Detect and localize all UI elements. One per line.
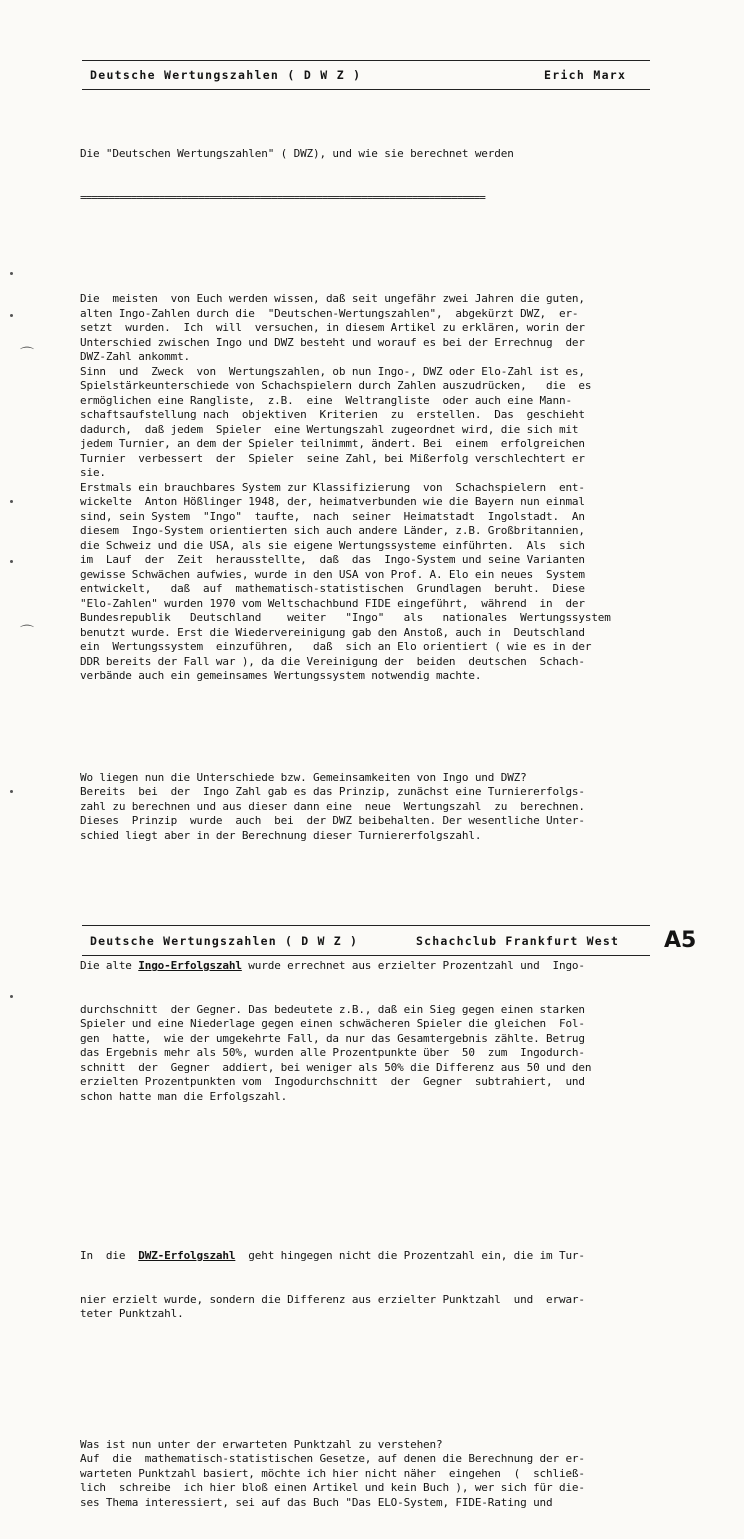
page-number: A5 [664,928,697,953]
text-line: jedem Turnier, an dem der Spieler teilnimmt, ändert. Bei einem erfolgreichen [80,437,585,450]
text-line: nier erzielt wurde, sondern die Differenz aus erzielter Punktzahl und erwar- [80,1292,585,1306]
ingo-erfolgszahl-term: Ingo-Erfolgszahl [138,959,242,972]
text-line: warteten Punktzahl basiert, möchte ich hier nicht näher eingehen ( schließ- [80,1466,585,1480]
text-line: Auf die mathematisch-statistischen Gesetze, auf denen die Berechnung der er- [80,1452,585,1465]
text-line: das Ergebnis mehr als 50%, wurden alle Prozentpunkte über 50 zum Ingodurch- [80,1046,585,1059]
text-line: "Elo-Zahlen" wurden 1970 vom Weltschachbund FIDE eingeführt, während in der [80,596,585,610]
text-line: sie. [80,466,106,479]
margin-mark: ⌒ [20,347,34,363]
text-line: wickelte Anton Hößlinger 1948, der, heimatverbunden wie die Bayern nun einmal [80,495,585,508]
scan-speck [10,995,13,998]
footer-bottom-rule [82,955,650,956]
text-line: die Schweiz und die USA, als sie eigene Wertungssysteme einführten. Als sich [80,538,585,552]
ingo-lead: Die alte [80,959,139,972]
text-line: Unterschied zwischen Ingo und DWZ besteht und worauf es bei der Errechnug der [80,335,585,349]
text-line: lich schreibe ich hier bloß einen Artikel und kein Buch ), wer sich für die- [80,1481,585,1494]
article-heading: Die "Deutschen Wertungszahlen" ( DWZ), und wie sie berechnet werden [80,147,514,160]
text-line: Turnier verbessert der Spieler seine Zahl, bei Mißerfolg verschlechtert er [80,451,585,465]
text-line: DDR bereits der Fall war ), da die Vereinigung der beiden deutschen Schach- [80,654,585,668]
text-line: entwickelt, daß auf mathematisch-statistischen Grundlagen beruht. Diese [80,582,585,595]
text-line: Bereits bei der Ingo Zahl gab es das Prinzip, zunächst eine Turniererfolgs- [80,785,585,798]
paragraph-intro [80,292,648,684]
text-line: gewisse Schwächen aufwies, wurde in den USA von Prof. A. Elo ein neues System [80,567,585,581]
text-line: Dieses Prinzip wurde auch bei der DWZ beibehalten. Der wesentliche Unter- [80,814,585,827]
dwz-rest: geht hingegen nicht die Prozentzahl ein, die im Tur- [235,1249,585,1262]
paragraph-differences [80,771,648,844]
text-line: durchschnitt der Gegner. Das bedeutete z.B., daß ein Sieg gegen einen starken [80,1002,585,1016]
text-line: im Lauf der Zeit herausstellte, daß das Ingo-System und seine Varianten [80,553,585,566]
text-line: alten Ingo-Zahlen durch die "Deutschen-Wertungszahlen", abgekürzt DWZ, er- [80,306,579,320]
text-line: Was ist nun unter der erwarteten Punktzahl zu verstehen? [80,1437,443,1451]
text-line: Erstmals ein brauchbares System zur Klassifizierung von Schachspielern ent- [80,480,585,494]
footer-club: Schachclub Frankfurt West [416,934,620,948]
text-line: sind, sein System "Ingo" taufte, nach seiner Heimatstadt Ingolstadt. An [80,509,585,523]
text-line: erzielten Prozentpunkten vom Ingodurchschnitt der Gegner subtrahiert, und [80,1075,585,1088]
text-line: ses Thema interessiert, sei auf das Buch "Das ELO-System, FIDE-Rating und [80,1495,553,1509]
text-line: schied liegt aber in der Berechnung dieser Turniererfolgszahl. [80,828,482,842]
text-line: Bundesrepublik Deutschland weiter "Ingo" als nationales Wertungssystem [80,611,611,624]
dwz-erfolgszahl-term: DWZ-Erfolgszahl [138,1249,236,1262]
dwz-lead: In die [80,1249,139,1262]
text-line: teter Punktzahl. [80,1307,184,1320]
paragraph-dwz [80,1220,648,1351]
scan-speck [10,314,13,317]
text-line: Die meisten von Euch werden wissen, daß seit ungefähr zwei Jahren die guten, [80,292,585,305]
text-line: Spieler und eine Niederlage gegen einen schwächeren Spieler die gleichen Fol- [80,1017,585,1030]
text-line: Sinn und Zweck von Wertungszahlen, ob nun Ingo-, DWZ oder Elo-Zahl ist es, [80,364,585,378]
header-bottom-rule [82,89,650,90]
heading-underline: ======================================================================== [80,190,485,204]
text-line: Wo liegen nun die Unterschiede bzw. Gemeinsamkeiten von Ingo und DWZ? [80,770,527,784]
text-line: ein Wertungssystem einzuführen, daß sich an Elo orientiert ( wie es in der [80,640,592,653]
paragraph-ingo [80,930,648,1133]
text-line: DWZ-Zahl ankommt. [80,350,191,363]
footer-title: Deutsche Wertungszahlen ( D W Z ) [90,934,359,948]
text-line: schon hatte man die Erfolgszahl. [80,1089,288,1103]
text-line: verbände auch ein gemeinsames Wertungssystem notwendig machte. [80,669,482,682]
header-top-rule [82,60,650,61]
margin-mark: ⌒ [20,625,34,641]
header-title: Deutsche Wertungszahlen ( D W Z ) [90,68,362,82]
header-author: Erich Marx [544,68,627,82]
scan-speck [10,560,13,563]
text-line: ermöglichen eine Rangliste, z.B. eine Weltrangliste oder auch eine Mann- [80,393,572,407]
text-line: schaftsaufstellung nach objektiven Kriterien zu erstellen. Das geschieht [80,408,585,421]
scan-speck [10,790,13,793]
scan-speck [10,500,13,503]
ingo-rest: wurde errechnet aus erzielter Prozentzahl und Ingo- [241,959,585,972]
paragraph-expected-score [80,1438,648,1511]
text-line: zahl zu berechnen und aus dieser dann eine neue Wertungszahl zu berechnen. [80,799,585,813]
article-body [80,118,648,1539]
text-line: dadurch, daß jedem Spieler eine Wertungszahl zugeordnet wird, die sich mit [80,422,579,436]
text-line: schnitt der Gegner addiert, bei weniger als 50% die Differenz aus 50 und den [80,1060,592,1074]
text-line: diesem Ingo-System orientierten sich auch andere Länder, z.B. Großbritannien, [80,524,585,537]
text-line: Spielstärkeunterschiede von Schachspielern durch Zahlen auszudrücken, die es [80,379,592,392]
scan-speck [10,272,13,275]
footer-top-rule [82,925,650,926]
text-line: setzt wurden. Ich will versuchen, in diesem Artikel zu erklären, worin der [80,321,585,334]
text-line: benutzt wurde. Erst die Wiedervereinigung gab den Anstoß, auch in Deutschland [80,625,585,639]
text-line: gen hatte, wie der umgekehrte Fall, da nur das Gesamtergebnis zählte. Betrug [80,1031,585,1045]
